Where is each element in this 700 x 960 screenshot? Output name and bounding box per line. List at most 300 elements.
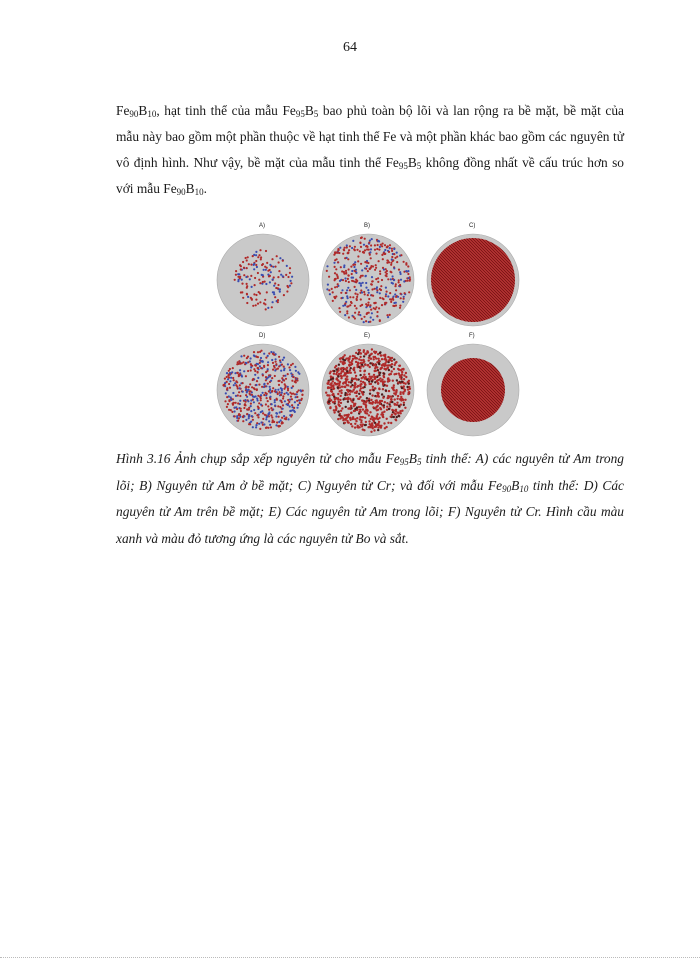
atom-dot bbox=[240, 408, 242, 410]
atom-dot bbox=[329, 407, 331, 409]
atom-dot bbox=[359, 356, 361, 358]
paragraph-run: B bbox=[407, 155, 417, 170]
atom-dot bbox=[250, 357, 252, 359]
atom-dot bbox=[358, 411, 360, 413]
atom-dot bbox=[368, 383, 370, 385]
atom-dot bbox=[340, 377, 342, 379]
atom-dot bbox=[400, 279, 402, 281]
atom-dot bbox=[349, 304, 351, 306]
atom-dot bbox=[342, 367, 344, 369]
atom-dot bbox=[284, 383, 286, 385]
atom-dot bbox=[245, 394, 247, 396]
atom-dot bbox=[347, 287, 349, 289]
atom-dot bbox=[283, 379, 285, 381]
atom-dot bbox=[343, 381, 345, 383]
atom-dot bbox=[357, 313, 359, 315]
atom-dot bbox=[288, 366, 290, 368]
atom-dot bbox=[256, 356, 258, 358]
atom-dot bbox=[254, 355, 256, 357]
atom-dot bbox=[393, 416, 395, 418]
atom-dot bbox=[274, 375, 276, 377]
atom-dot bbox=[356, 357, 358, 359]
atom-dot bbox=[375, 366, 377, 368]
atom-dot bbox=[259, 282, 261, 284]
atom-dot bbox=[239, 387, 241, 389]
atom-dot bbox=[279, 291, 281, 293]
atom-dot bbox=[330, 371, 332, 373]
atom-dot bbox=[401, 381, 403, 383]
atom-dot bbox=[366, 397, 368, 399]
atom-dot bbox=[390, 262, 392, 264]
caption-subscript: 90 bbox=[502, 483, 512, 494]
atom-dot bbox=[241, 283, 243, 285]
atom-dot bbox=[365, 245, 367, 247]
atom-dot bbox=[287, 389, 289, 391]
atom-dot bbox=[242, 261, 244, 263]
caption-run: tinh thể: A) các nguyên tử Am trong lõi; B) Nguyên tử Am ở bề mặt; C) Nguyên tử Cr; và đối với mẫu Fe bbox=[116, 451, 624, 493]
atom-dot bbox=[390, 422, 392, 424]
atom-dot bbox=[337, 283, 339, 285]
atom-dot bbox=[352, 296, 354, 298]
atom-dot bbox=[340, 368, 342, 370]
atom-dot bbox=[347, 389, 349, 391]
atom-dot bbox=[328, 289, 330, 291]
atom-dot bbox=[280, 411, 282, 413]
paragraph-run: . bbox=[203, 181, 207, 196]
atom-dot bbox=[354, 392, 356, 394]
atom-dot bbox=[287, 399, 289, 401]
atom-dot bbox=[338, 307, 340, 309]
atom-dot bbox=[340, 402, 342, 404]
atom-dot bbox=[364, 249, 366, 251]
atom-dot bbox=[257, 363, 259, 365]
atom-dot bbox=[351, 384, 353, 386]
atom-dot bbox=[379, 273, 381, 275]
atom-dot bbox=[326, 265, 328, 267]
atom-dot bbox=[373, 288, 375, 290]
atom-dot bbox=[346, 246, 348, 248]
atom-dot bbox=[335, 278, 337, 280]
atom-dot bbox=[387, 380, 389, 382]
atom-dot bbox=[372, 319, 374, 321]
sphere-image bbox=[215, 342, 311, 438]
atom-dot bbox=[334, 272, 336, 274]
atom-dot bbox=[257, 395, 259, 397]
atom-dot bbox=[251, 415, 253, 417]
atom-dot bbox=[244, 403, 246, 405]
atom-dot bbox=[258, 291, 260, 293]
atom-dot bbox=[277, 276, 279, 278]
atom-dot bbox=[345, 406, 347, 408]
atom-dot bbox=[335, 373, 337, 375]
atom-dot bbox=[294, 411, 296, 413]
atom-dot bbox=[274, 282, 276, 284]
atom-dot bbox=[267, 361, 269, 363]
atom-dot bbox=[254, 374, 256, 376]
atom-dot bbox=[385, 302, 387, 304]
paragraph-subscript: 10 bbox=[194, 187, 204, 197]
atom-dot bbox=[278, 384, 280, 386]
atom-dot bbox=[379, 352, 381, 354]
atom-dot bbox=[337, 252, 339, 254]
atom-dot bbox=[347, 258, 349, 260]
atom-dot bbox=[385, 295, 387, 297]
atom-dot bbox=[250, 390, 252, 392]
atom-dot bbox=[246, 259, 248, 261]
atom-dot bbox=[366, 312, 368, 314]
atom-dot bbox=[237, 420, 239, 422]
atom-dot bbox=[371, 280, 373, 282]
atom-dot bbox=[246, 391, 248, 393]
atom-dot bbox=[279, 359, 281, 361]
panel-label: F) bbox=[469, 333, 475, 339]
atom-dot bbox=[370, 358, 372, 360]
atom-dot bbox=[243, 355, 245, 357]
atom-dot bbox=[346, 244, 348, 246]
atom-dot bbox=[382, 383, 384, 385]
atom-dot bbox=[366, 412, 368, 414]
atom-dot bbox=[245, 257, 247, 259]
atom-dot bbox=[275, 361, 277, 363]
atom-dot bbox=[351, 273, 353, 275]
atom-dot bbox=[371, 284, 373, 286]
atom-dot bbox=[355, 289, 357, 291]
atom-dot bbox=[271, 403, 273, 405]
atom-dot bbox=[395, 283, 397, 285]
atom-dot bbox=[269, 396, 271, 398]
atom-dot bbox=[355, 420, 357, 422]
sphere-image bbox=[425, 232, 521, 328]
atom-dot bbox=[280, 419, 282, 421]
atom-dot bbox=[385, 287, 387, 289]
atom-dot bbox=[399, 284, 401, 286]
atom-dot bbox=[346, 397, 348, 399]
atom-dot bbox=[386, 246, 388, 248]
atom-dot bbox=[276, 398, 278, 400]
atom-dot bbox=[347, 252, 349, 254]
atom-dot bbox=[350, 423, 352, 425]
atom-dot bbox=[360, 263, 362, 265]
atom-dot bbox=[365, 287, 367, 289]
panel-label: A) bbox=[259, 223, 265, 229]
atom-dot bbox=[349, 369, 351, 371]
atom-dot bbox=[265, 250, 267, 252]
atom-dot bbox=[332, 401, 334, 403]
atom-dot bbox=[245, 386, 247, 388]
atom-dot bbox=[265, 283, 267, 285]
atom-dot bbox=[223, 385, 225, 387]
atom-dot bbox=[395, 373, 397, 375]
figure-panel-e bbox=[318, 333, 418, 436]
atom-dot bbox=[266, 378, 268, 380]
atom-dot bbox=[278, 416, 280, 418]
atom-dot bbox=[239, 384, 241, 386]
atom-dot bbox=[382, 397, 384, 399]
atom-dot bbox=[263, 302, 265, 304]
atom-dot bbox=[337, 411, 339, 413]
atom-dot bbox=[394, 398, 396, 400]
atom-dot bbox=[237, 387, 239, 389]
atom-dot bbox=[389, 357, 391, 359]
atom-dot bbox=[371, 238, 373, 240]
atom-dot bbox=[381, 379, 383, 381]
atom-dot bbox=[282, 359, 284, 361]
atom-dot bbox=[293, 407, 295, 409]
atom-dot bbox=[338, 364, 340, 366]
atom-dot bbox=[268, 420, 270, 422]
atom-dot bbox=[351, 280, 353, 282]
atom-dot bbox=[289, 285, 291, 287]
atom-dot bbox=[347, 297, 349, 299]
atom-dot bbox=[337, 418, 339, 420]
atom-dot bbox=[378, 260, 380, 262]
atom-dot bbox=[239, 362, 241, 364]
atom-dot bbox=[340, 266, 342, 268]
atom-dot bbox=[365, 268, 367, 270]
atom-dot bbox=[251, 394, 253, 396]
atom-dot bbox=[369, 423, 371, 425]
figure-caption bbox=[116, 446, 624, 552]
atom-dot bbox=[356, 417, 358, 419]
atom-dot bbox=[249, 393, 251, 395]
atom-dot bbox=[291, 404, 293, 406]
atom-dot bbox=[299, 402, 301, 404]
atom-dot bbox=[362, 428, 364, 430]
atom-dot bbox=[360, 246, 362, 248]
atom-dot bbox=[246, 357, 248, 359]
atom-dot bbox=[302, 390, 304, 392]
atom-dot bbox=[401, 387, 403, 389]
atom-dot bbox=[272, 266, 274, 268]
atom-dot bbox=[272, 362, 274, 364]
atom-dot bbox=[250, 366, 252, 368]
atom-dot bbox=[363, 321, 365, 323]
atom-dot bbox=[398, 372, 400, 374]
atom-dot bbox=[344, 354, 346, 356]
atom-dot bbox=[292, 393, 294, 395]
atom-dot bbox=[353, 403, 355, 405]
atom-dot bbox=[385, 293, 387, 295]
atom-dot bbox=[355, 269, 357, 271]
atom-dot bbox=[375, 288, 377, 290]
atom-dot bbox=[408, 277, 410, 279]
atom-dot bbox=[391, 256, 393, 258]
atom-dot bbox=[329, 293, 331, 295]
caption-subscript: 10 bbox=[519, 483, 529, 494]
atom-dot bbox=[226, 406, 228, 408]
atom-dot bbox=[253, 387, 255, 389]
atom-dot bbox=[364, 424, 366, 426]
atom-dot bbox=[339, 405, 341, 407]
atom-dot bbox=[239, 264, 241, 266]
atom-dot bbox=[235, 384, 237, 386]
atom-dot bbox=[363, 349, 365, 351]
paragraph-subscript: 90 bbox=[176, 187, 186, 197]
atom-dot bbox=[263, 353, 265, 355]
atom-dot bbox=[233, 379, 235, 381]
atom-dot bbox=[384, 249, 386, 251]
atom-dot bbox=[333, 254, 335, 256]
atom-dot bbox=[281, 422, 283, 424]
atom-dot bbox=[389, 314, 391, 316]
atom-dot bbox=[254, 277, 256, 279]
atom-dot bbox=[339, 247, 341, 249]
atom-dot bbox=[345, 414, 347, 416]
atom-dot bbox=[332, 385, 334, 387]
atom-dot bbox=[369, 304, 371, 306]
atom-dot bbox=[246, 413, 248, 415]
atom-dot bbox=[255, 395, 257, 397]
atom-dot bbox=[259, 362, 261, 364]
atom-dot bbox=[236, 372, 238, 374]
atom-dot bbox=[259, 249, 261, 251]
atom-dot bbox=[387, 422, 389, 424]
atom-dot bbox=[340, 292, 342, 294]
atom-dot bbox=[405, 264, 407, 266]
atom-dot bbox=[279, 380, 281, 382]
atom-dot bbox=[269, 264, 271, 266]
atom-dot bbox=[352, 399, 354, 401]
atom-dot bbox=[353, 405, 355, 407]
atom-dot bbox=[262, 374, 264, 376]
atom-dot bbox=[327, 284, 329, 286]
atom-dot bbox=[250, 264, 252, 266]
atom-dot bbox=[371, 424, 373, 426]
atom-dot bbox=[342, 279, 344, 281]
atom-dot bbox=[247, 370, 249, 372]
atom-dot bbox=[354, 386, 356, 388]
atom-dot bbox=[257, 377, 259, 379]
atom-dot bbox=[290, 364, 292, 366]
atom-dot bbox=[408, 383, 410, 385]
atom-dot bbox=[336, 368, 338, 370]
atom-dot bbox=[351, 425, 353, 427]
atom-dot bbox=[274, 399, 276, 401]
atom-dot bbox=[250, 405, 252, 407]
atom-dot bbox=[344, 422, 346, 424]
atom-dot bbox=[352, 277, 354, 279]
body-paragraph bbox=[116, 98, 624, 202]
atom-dot bbox=[392, 275, 394, 277]
atom-dot bbox=[381, 297, 383, 299]
atom-dot bbox=[246, 293, 248, 295]
atom-dot bbox=[250, 297, 252, 299]
atom-dot bbox=[243, 370, 245, 372]
atom-dot bbox=[328, 276, 330, 278]
atom-dot bbox=[408, 386, 410, 388]
atom-dot bbox=[258, 423, 260, 425]
atom-dot bbox=[405, 270, 407, 272]
atom-dot bbox=[374, 387, 376, 389]
atom-dot bbox=[271, 416, 273, 418]
atom-dot bbox=[393, 279, 395, 281]
atom-dot bbox=[337, 261, 339, 263]
atomic-structure-figure bbox=[213, 223, 525, 436]
atom-dot bbox=[257, 351, 259, 353]
atom-dot bbox=[283, 357, 285, 359]
atom-dot bbox=[283, 294, 285, 296]
atom-dot bbox=[326, 288, 328, 290]
atom-dot bbox=[391, 363, 393, 365]
atom-dot bbox=[404, 399, 406, 401]
atom-dot bbox=[255, 426, 257, 428]
atom-dot bbox=[229, 380, 231, 382]
atom-dot bbox=[363, 374, 365, 376]
atom-dot bbox=[270, 407, 272, 409]
atom-dot bbox=[260, 411, 262, 413]
atom-dot bbox=[260, 397, 262, 399]
atom-dot bbox=[338, 401, 340, 403]
atom-dot bbox=[349, 355, 351, 357]
atom-dot bbox=[402, 393, 404, 395]
atom-dot bbox=[391, 401, 393, 403]
atom-dot bbox=[326, 270, 328, 272]
atom-dot bbox=[371, 416, 373, 418]
atom-dot bbox=[255, 254, 257, 256]
atom-dot bbox=[332, 300, 334, 302]
atom-dot bbox=[348, 381, 350, 383]
page-number: 64 bbox=[343, 40, 357, 55]
atom-dot bbox=[393, 368, 395, 370]
atom-dot bbox=[363, 403, 365, 405]
atom-dot bbox=[366, 265, 368, 267]
atom-dot bbox=[296, 396, 298, 398]
atom-dot bbox=[389, 298, 391, 300]
atom-dot bbox=[274, 404, 276, 406]
atom-dot bbox=[243, 267, 245, 269]
paragraph-run: B bbox=[185, 181, 195, 196]
atom-dot bbox=[269, 281, 271, 283]
atom-dot bbox=[246, 287, 248, 289]
atom-dot bbox=[348, 364, 350, 366]
atom-dot bbox=[391, 370, 393, 372]
atom-dot bbox=[377, 240, 379, 242]
atom-dot bbox=[355, 352, 357, 354]
atom-dot bbox=[252, 378, 254, 380]
atom-dot bbox=[352, 240, 354, 242]
atom-dot bbox=[400, 297, 402, 299]
atom-dot bbox=[354, 305, 356, 307]
atom-dot bbox=[344, 277, 346, 279]
atom-dot bbox=[390, 271, 392, 273]
atom-dot bbox=[226, 372, 228, 374]
atom-dot bbox=[360, 424, 362, 426]
atom-dot bbox=[284, 375, 286, 377]
atom-dot bbox=[246, 302, 248, 304]
atom-dot bbox=[382, 243, 384, 245]
atom-dot bbox=[358, 393, 360, 395]
atom-dot bbox=[390, 399, 392, 401]
atom-dot bbox=[384, 253, 386, 255]
atom-dot bbox=[240, 355, 242, 357]
atom-dot bbox=[395, 304, 397, 306]
atom-dot bbox=[341, 386, 343, 388]
atom-dot bbox=[258, 384, 260, 386]
atom-dot bbox=[290, 396, 292, 398]
atom-dot bbox=[247, 386, 249, 388]
atom-dot bbox=[287, 393, 289, 395]
atom-dot bbox=[277, 299, 279, 301]
atom-dot bbox=[269, 275, 271, 277]
atom-dot bbox=[344, 314, 346, 316]
atom-dot bbox=[335, 378, 337, 380]
atom-dot bbox=[387, 397, 389, 399]
atom-dot bbox=[369, 379, 371, 381]
atom-dot bbox=[237, 402, 239, 404]
atom-dot bbox=[376, 315, 378, 317]
atom-dot bbox=[335, 295, 337, 297]
atom-dot bbox=[276, 421, 278, 423]
